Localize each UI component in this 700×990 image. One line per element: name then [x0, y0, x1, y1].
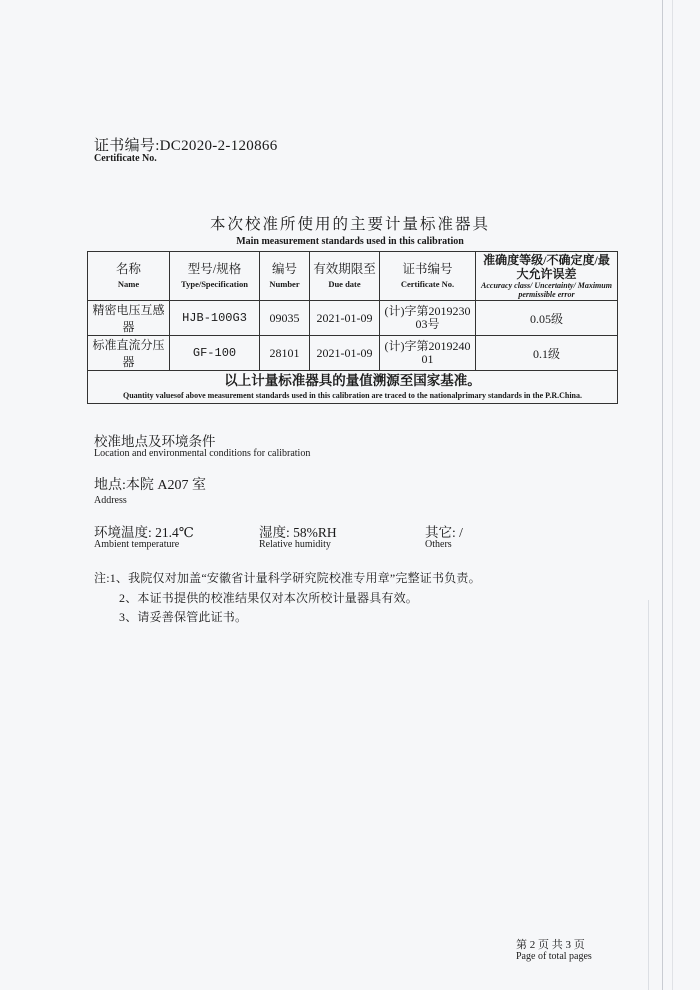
standards-title: 本次校准所使用的主要计量标准器具	[209, 216, 490, 233]
header-due-cn: 有效期限至	[313, 262, 376, 276]
traceability-row	[88, 371, 618, 404]
table-header-row	[88, 252, 618, 301]
certificate-number	[94, 134, 278, 155]
cell-certificate: (计)字第201923003号	[380, 301, 476, 336]
traceability-cell	[88, 371, 618, 404]
fold-line	[662, 0, 663, 990]
cell-name: 精密电压互感器	[88, 301, 170, 336]
traceability-cn: 以上计量标准器具的量值溯源至国家基准。	[224, 373, 481, 388]
ambient-temperature: 环境温度: 21.4℃	[94, 525, 194, 540]
fold-line	[648, 600, 649, 990]
location-title: 校准地点及环境条件	[94, 434, 216, 449]
cell-number: 28101	[260, 336, 310, 371]
header-number	[260, 252, 310, 301]
certificate-number-label-en: Certificate No.	[94, 153, 157, 164]
note-2: 2、本证书提供的校准结果仅对本次所校计量器具有效。	[119, 591, 419, 605]
page-number: 第 2 页 共 3 页	[516, 939, 585, 951]
header-name-en: Name	[117, 279, 140, 289]
table-row	[88, 336, 618, 371]
traceability-en: Quantity valuesof above measurement standards used in this calibration are traced to the nationalprimary standards in the P.R.China.	[123, 391, 582, 400]
header-name	[88, 252, 170, 301]
header-due-date	[310, 252, 380, 301]
cell-due-date: 2021-01-09	[310, 336, 380, 371]
cell-certificate: (计)字第201924001	[380, 336, 476, 371]
humidity-en: Relative humidity	[259, 539, 331, 550]
header-type-cn: 型号/规格	[187, 262, 242, 276]
header-type-en: Type/Specification	[181, 279, 248, 289]
certificate-number-label: 证书编号:	[94, 138, 160, 154]
standards-table	[87, 251, 618, 404]
cell-accuracy: 0.05级	[476, 301, 618, 336]
cell-type: GF-100	[170, 336, 260, 371]
others-en: Others	[425, 539, 452, 550]
cell-name: 标准直流分压器	[88, 336, 170, 371]
table-row	[88, 301, 618, 336]
address: 地点:本院 A207 室	[94, 478, 206, 493]
header-name-cn: 名称	[115, 262, 141, 276]
address-label-en: Address	[94, 495, 127, 506]
note-3: 3、请妥善保管此证书。	[119, 610, 248, 624]
certificate-number-value: DC2020-2-120866	[159, 138, 278, 154]
cell-type: HJB-100G3	[170, 301, 260, 336]
ambient-temperature-en: Ambient temperature	[94, 539, 180, 550]
header-type	[170, 252, 260, 301]
fold-line	[672, 0, 673, 990]
cell-accuracy: 0.1级	[476, 336, 618, 371]
header-accuracy-en: Accuracy class/ Uncertainty/ Maximum permissible error	[481, 281, 612, 299]
header-due-en: Due date	[328, 279, 361, 289]
cell-number: 09035	[260, 301, 310, 336]
header-certificate	[380, 252, 476, 301]
note-1: 注:1、我院仅对加盖“安徽省计量科学研究院校准专用章”完整证书负责。	[94, 571, 481, 585]
header-cert-cn: 证书编号	[402, 262, 453, 276]
cell-due-date: 2021-01-09	[310, 301, 380, 336]
header-accuracy-cn: 准确度等级/不确定度/最大允许误差	[483, 253, 610, 281]
humidity: 湿度: 58%RH	[259, 525, 337, 540]
header-number-cn: 编号	[271, 262, 297, 276]
header-number-en: Number	[269, 279, 300, 289]
others: 其它: /	[425, 525, 463, 540]
header-accuracy	[476, 252, 618, 301]
standards-title-en: Main measurement standards used in this calibration	[236, 236, 464, 247]
page-number-en: Page of total pages	[516, 951, 592, 962]
header-cert-en: Certificate No.	[400, 279, 455, 289]
location-title-en: Location and environmental conditions for calibration	[94, 448, 311, 459]
